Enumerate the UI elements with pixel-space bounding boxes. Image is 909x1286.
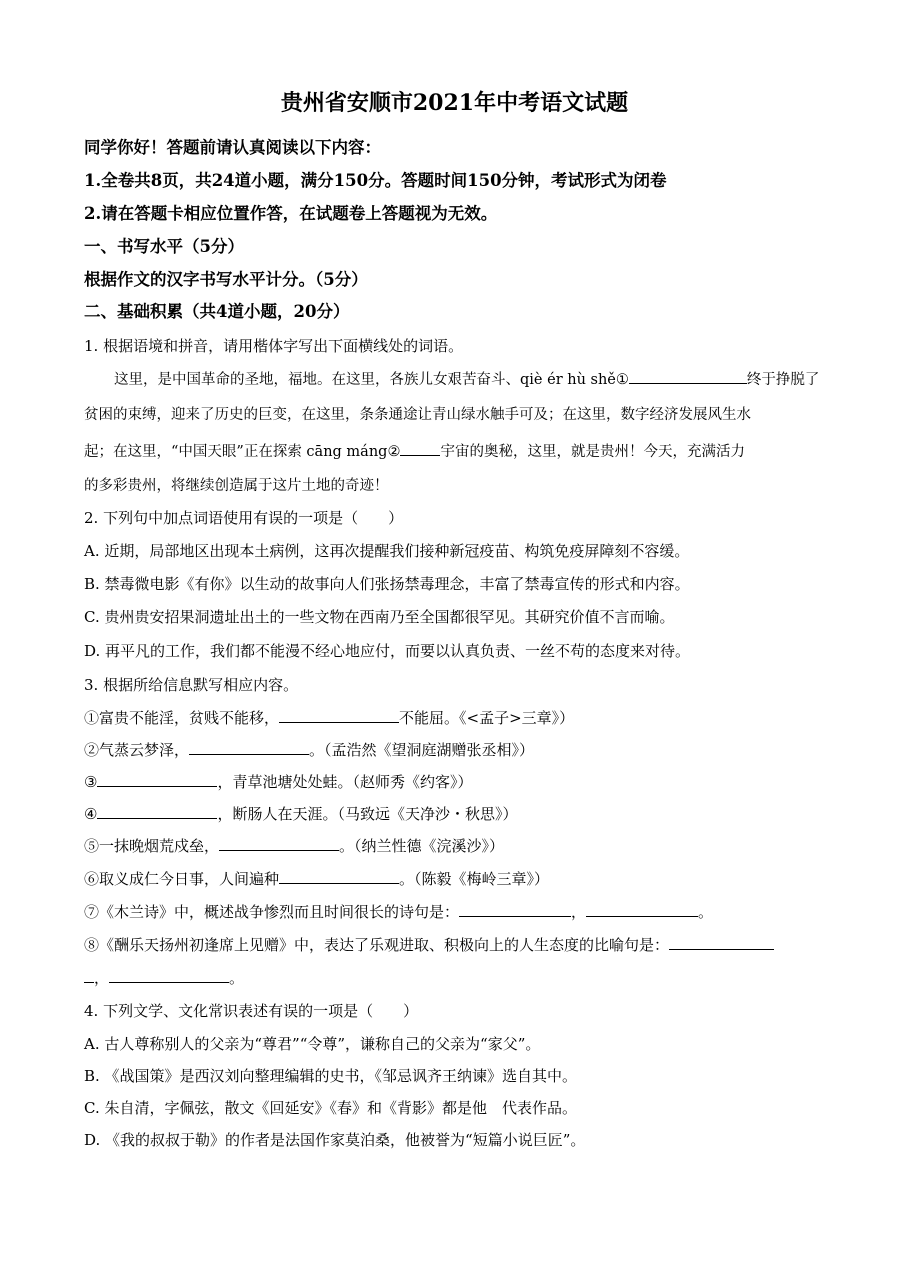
- answer-blank-2[interactable]: [400, 441, 440, 456]
- question-1-passage-line-2: 贫困的束缚，迎来了历史的巨变，在这里，条条通途让青山绿水触手可及；在这里，数字经济发展风生水: [84, 407, 751, 423]
- answer-blank[interactable]: [189, 740, 309, 755]
- line-text: ④: [84, 805, 98, 823]
- question-3-line-1: [84, 708, 574, 728]
- question-4-option-a[interactable]: A. 古人尊称别人的父亲为“尊君”“令尊”，谦称自己的父亲为“家父”。: [84, 1035, 541, 1053]
- answer-blank[interactable]: [586, 902, 698, 917]
- question-4-option-d[interactable]: D. 《我的叔叔于勒》的作者是法国作家莫泊桑，他被誉为“短篇小说巨匠”。: [84, 1131, 586, 1149]
- answer-blank[interactable]: [279, 869, 399, 884]
- line-text: 。: [698, 903, 714, 921]
- passage-text: 宇宙的奥秘，这里，就是贵州！今天，充满活力: [440, 444, 745, 460]
- question-2-option-d[interactable]: D. 再平凡的工作，我们都不能漫不经心地应付，而要以认真负责、一丝不苟的态度来对待。: [84, 642, 691, 660]
- question-4-option-b[interactable]: B. 《战国策》是西汉刘向整理编辑的史书，《邹忌讽齐王纳谏》选自其中。: [84, 1067, 578, 1085]
- passage-text: 终于挣脱了: [746, 372, 820, 388]
- page-title: 贵州省安顺市2021年中考语文试题: [280, 90, 629, 116]
- question-2-option-b[interactable]: B. 禁毒微电影《有你》以生动的故事向人们张扬禁毒理念，丰富了禁毒宣传的形式和内容。: [84, 575, 690, 593]
- line-text: 。（陈毅《梅岭三章》）: [399, 870, 550, 888]
- line-text: ⑧《酬乐天扬州初逢席上见赠》中，表达了乐观进取、积极向上的人生态度的比喻句是：: [84, 936, 670, 954]
- question-4-option-c[interactable]: C. 朱自清，字佩弦，散文《回延安》《春》和《背影》都是他 代表作品。: [84, 1099, 577, 1117]
- question-2-stem: 2. 下列句中加点词语使用有误的一项是（ ）: [84, 509, 404, 527]
- section-1-heading: 一、书写水平（5分）: [84, 237, 244, 256]
- question-1-passage-line-4: 的多彩贵州，将继续创造属于这片土地的奇迹！: [84, 478, 389, 494]
- line-text: ，青草池塘处处蛙。（赵师秀《约客》）: [217, 773, 473, 791]
- question-1-passage-line-1: [84, 369, 819, 390]
- question-3-line-6: [84, 869, 549, 889]
- line-text: ，: [571, 903, 587, 921]
- question-3-line-5: [84, 836, 504, 856]
- notice-item-2: 2.请在答题卡相应位置作答，在试题卷上答题视为无效。: [84, 204, 498, 223]
- question-3-line-7: [84, 902, 713, 922]
- answer-blank[interactable]: [109, 968, 229, 983]
- question-3-line-9: [84, 968, 244, 988]
- passage-text: 起；在这里，“中国天眼”正在探索 cāng máng②: [84, 444, 401, 460]
- answer-blank-1[interactable]: [629, 369, 747, 384]
- line-text: 。: [229, 969, 245, 987]
- question-3-line-3: [84, 772, 472, 792]
- section-2-heading: 二、基础积累（共4道小题，20分）: [84, 302, 350, 321]
- question-3-line-4: [84, 804, 517, 824]
- question-2-option-a[interactable]: A. 近期，局部地区出现本土病例，这再次提醒我们接种新冠疫苗、构筑免疫屏障刻不容缓。: [84, 542, 690, 560]
- line-text: ⑦《木兰诗》中，概述战争惨烈而且时间很长的诗句是：: [84, 903, 460, 921]
- answer-blank[interactable]: [97, 804, 217, 819]
- question-2-option-c[interactable]: C. 贵州贵安招果洞遗址出土的一些文物在西南乃至全国都很罕见。其研究价值不言而喻。: [84, 608, 675, 626]
- line-text: 。（孟浩然《望洞庭湖赠张丞相》）: [309, 741, 535, 759]
- question-4-stem: 4. 下列文学、文化常识表述有误的一项是（ ）: [84, 1002, 419, 1020]
- line-text: ⑥取义成仁今日事，人间遍种: [84, 870, 280, 888]
- line-text: ，: [94, 969, 110, 987]
- section-1-description: 根据作文的汉字书写水平计分。（5分）: [84, 270, 368, 289]
- notice-item-1: 1.全卷共8页，共24道小题，满分150分。答题时间150分钟，考试形式为闭卷: [84, 171, 667, 190]
- answer-blank[interactable]: [279, 708, 399, 723]
- answer-blank[interactable]: [459, 902, 571, 917]
- line-text: ，断肠人在天涯。（马致远《天净沙・秋思》）: [217, 805, 518, 823]
- line-text: ③: [84, 773, 98, 791]
- notice-greeting: 同学你好！答题前请认真阅读以下内容：: [84, 138, 381, 157]
- line-text: 。（纳兰性德《浣溪沙》）: [339, 837, 505, 855]
- line-text: ②气蒸云梦泽，: [84, 741, 190, 759]
- question-3-line-2: [84, 740, 534, 760]
- question-3-line-8: [84, 935, 774, 955]
- answer-blank[interactable]: [669, 935, 774, 950]
- answer-blank[interactable]: [219, 836, 339, 851]
- passage-text: 这里，是中国革命的圣地，福地。在这里，各族儿女艰苦奋斗、qiè ér hù shě①: [114, 372, 629, 388]
- answer-blank[interactable]: [97, 772, 217, 787]
- question-3-stem: 3. 根据所给信息默写相应内容。: [84, 676, 299, 694]
- question-1-stem: 1. 根据语境和拼音，请用楷体字写出下面横线处的词语。: [84, 337, 464, 355]
- line-text: ①富贵不能淫，贫贱不能移，: [84, 709, 280, 727]
- answer-blank[interactable]: [84, 968, 94, 983]
- line-text: 不能屈。《<孟子>三章》）: [399, 709, 575, 727]
- line-text: ⑤一抹晚烟荒戍垒，: [84, 837, 220, 855]
- question-1-passage-line-3: [84, 441, 745, 462]
